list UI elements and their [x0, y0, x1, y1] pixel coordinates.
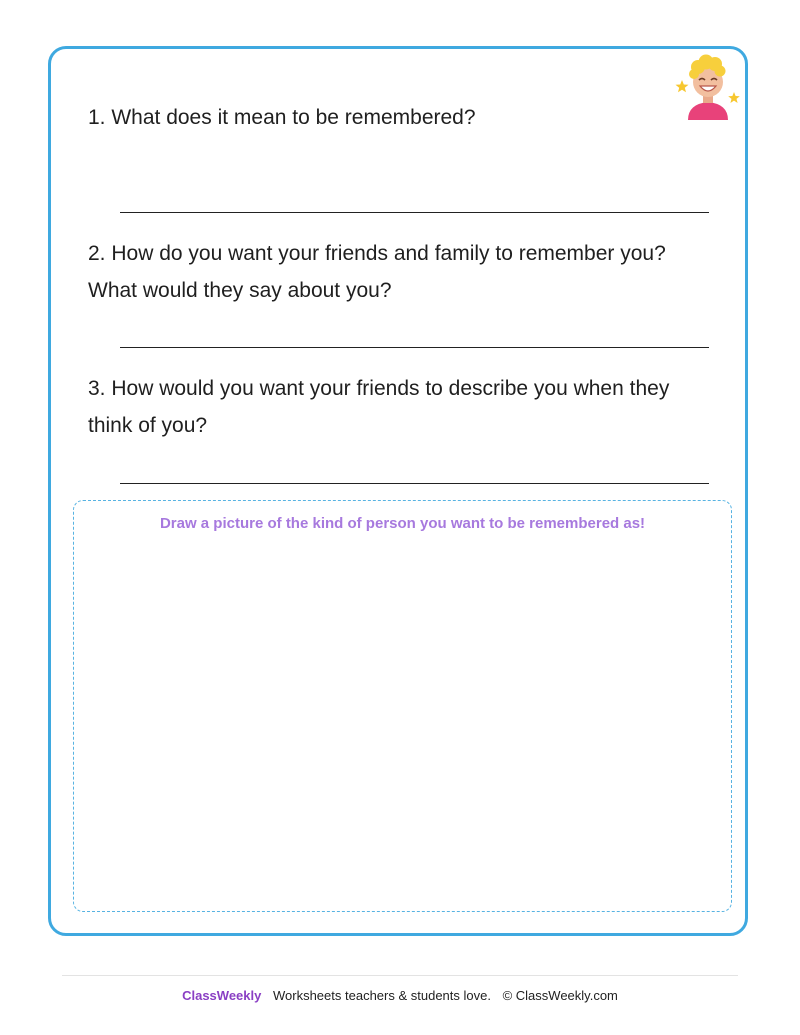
question-2: 2. How do you want your friends and family to remember you? What would they say about you?	[88, 242, 666, 302]
drawing-area[interactable]	[73, 500, 732, 912]
answer-line-1[interactable]	[120, 212, 709, 213]
answer-line-3[interactable]	[120, 483, 709, 484]
footer-divider	[62, 975, 738, 976]
footer-copyright: © ClassWeekly.com	[502, 988, 618, 1003]
drawing-prompt: Draw a picture of the kind of person you want to be remembered as!	[159, 515, 646, 532]
footer-brand: ClassWeekly	[182, 988, 262, 1003]
question-1: 1. What does it mean to be remembered?	[88, 106, 476, 129]
footer-tagline: Worksheets teachers & students love.	[272, 988, 491, 1003]
footer	[0, 988, 800, 1003]
question-3: 3. How would you want your friends to describe you when they think of you?	[88, 377, 670, 437]
answer-line-2[interactable]	[120, 347, 709, 348]
